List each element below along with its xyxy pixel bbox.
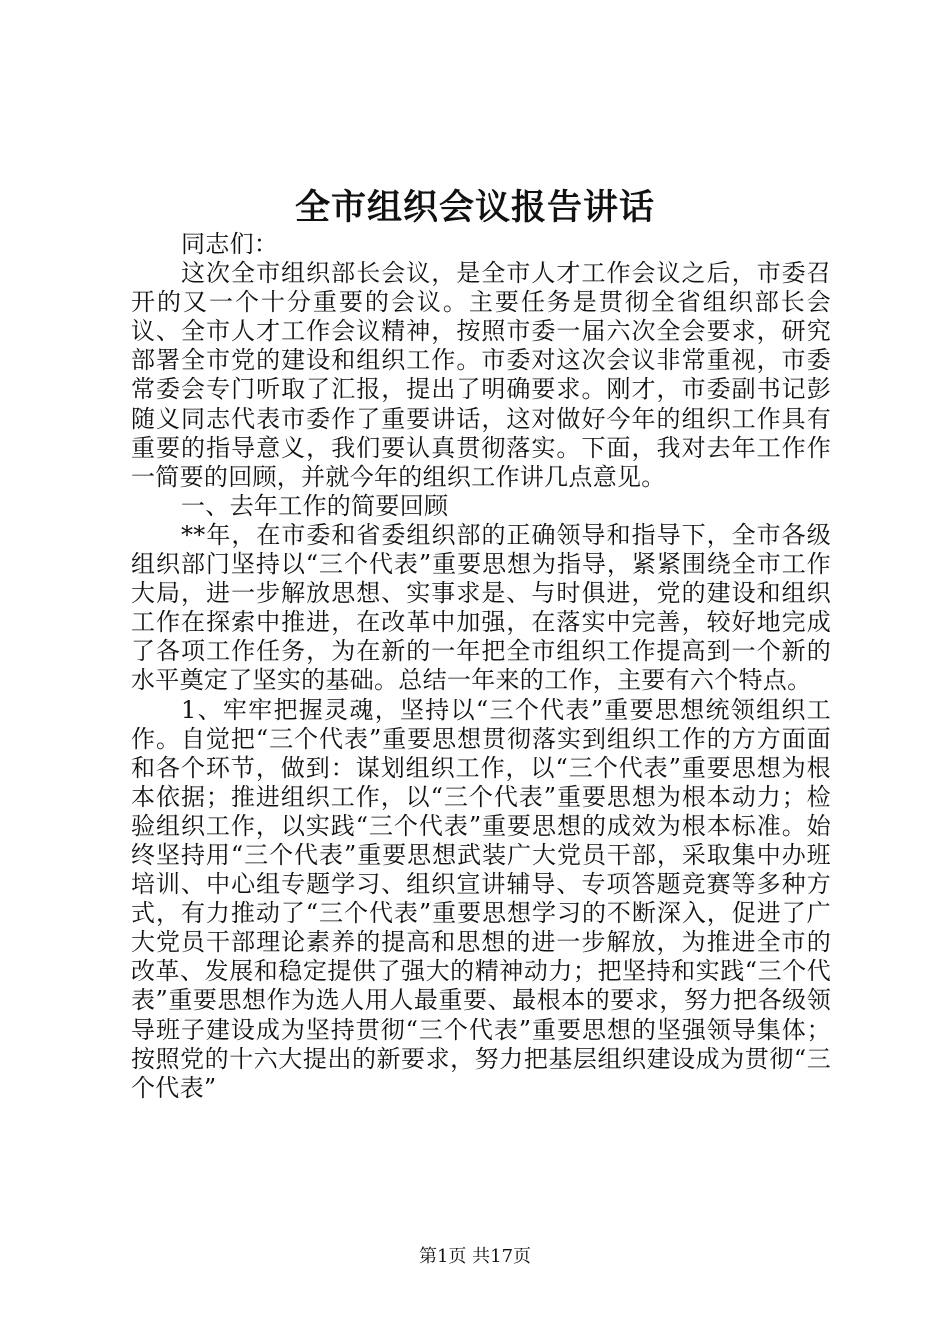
page-number-footer: 第1页 共17页 — [418, 1246, 532, 1267]
salutation-paragraph: 同志们： — [181, 230, 279, 258]
document-body — [131, 230, 831, 1103]
body-paragraph: 这次全市组织部长会议，是全市人才工作会议之后，市委召开的又一个十分重要的会议。主要任务是贯彻全省组织部长会议、全市人才工作会议精神，按照市委一届六次全会要求，研究部署全市党的建设和组织工作。市委对这次会议非常重视，市委常委会专门听取了汇报，提出了明确要求。刚才，市委副书记彭随义同志代表市委作了重要讲话，这对做好今年的组织工作具有重要的指导意义，我们要认真贯彻落实。下面，我对去年工作作一简要的回顾，并就今年的组织工作讲几点意见。 — [131, 259, 831, 491]
document-title: 全市组织会议报告讲话 — [294, 187, 655, 228]
body-paragraph: 1、牢牢把握灵魂，坚持以“三个代表”重要思想统领组织工作。自觉把“三个代表”重要思想贯彻落实到组织工作的方方面面和各个环节，做到：谋划组织工作，以“三个代表”重要思想为根本依据；推进组织工作，以“三个代表”重要思想为根本动力；检验组织工作，以实践“三个代表”重要思想的成效为根本标准。始终坚持用“三个代表”重要思想武装广大党员干部，采取集中办班培训、中心组专题学习、组织宣讲辅导、专项答题竞赛等多种方式，有力推动了“三个代表”重要思想学习的不断深入，促进了广大党员干部理论素养的提高和思想的进一步解放，为推进全市的改革、发展和稳定提供了强大的精神动力；把坚持和实践“三个代表”重要思想作为选人用人最重要、最根本的要求，努力把各级领导班子建设成为坚持贯彻“三个代表”重要思想的坚强领导集体；按照党的十六大提出的新要求，努力把基层组织建设成为贯彻“三个代表” — [131, 695, 831, 1102]
section-heading: 一、去年工作的简要回顾 — [181, 491, 449, 520]
body-paragraph: **年，在市委和省委组织部的正确领导和指导下，全市各级组织部门坚持以“三个代表”重要思想为指导，紧紧围绕全市工作大局，进一步解放思想、实事求是、与时俱进，党的建设和组织工作在探索中推进，在改革中加强，在落实中完善，较好地完成了各项工作任务，为在新的一年把全市组织工作提高到一个新的水平奠定了坚实的基础。总结一年来的工作，主要有六个特点。 — [131, 520, 831, 695]
